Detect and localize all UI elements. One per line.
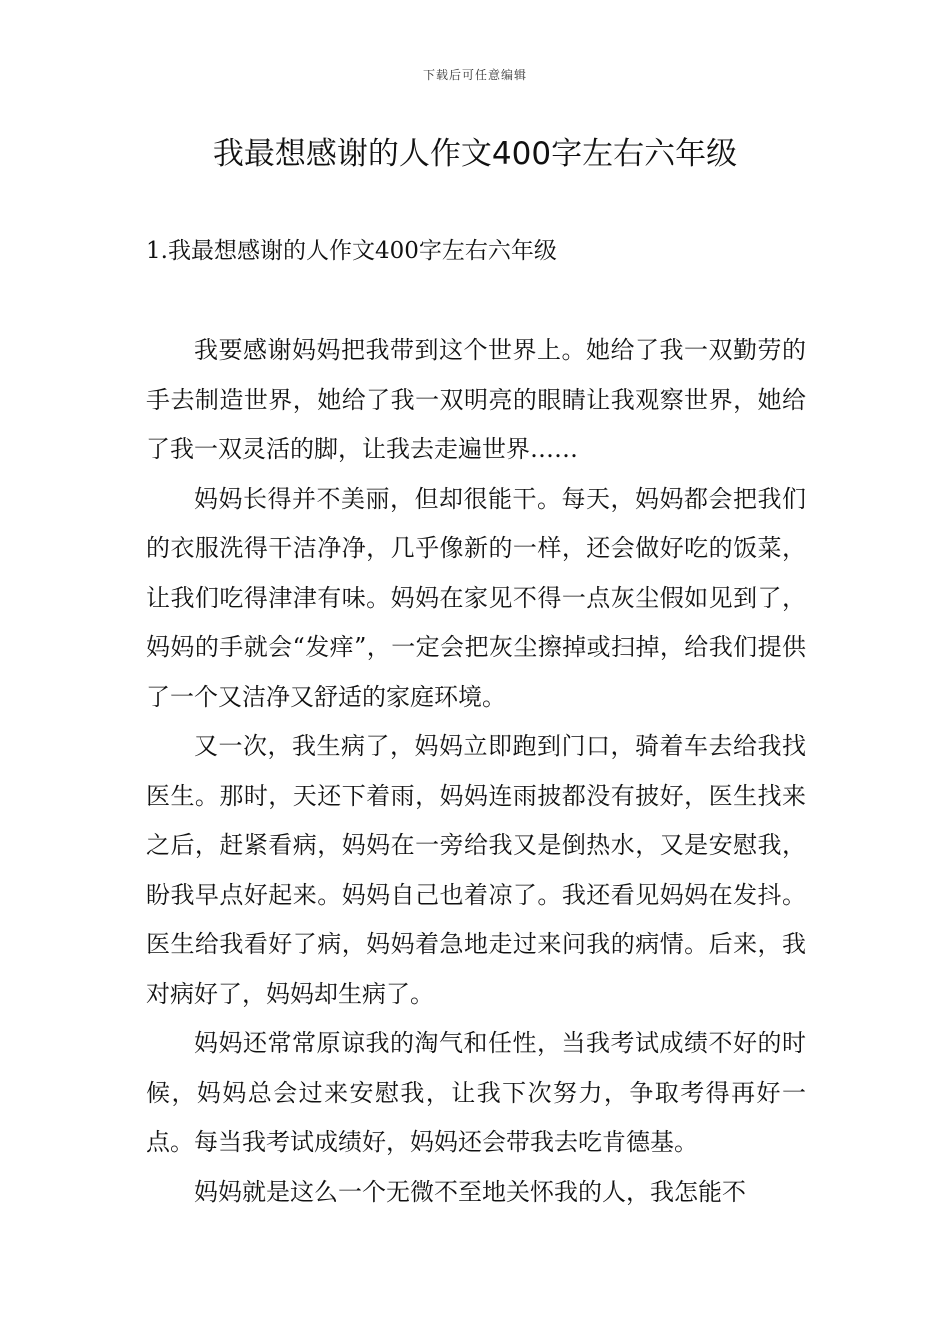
paragraph: 妈妈还常常原谅我的淘气和任性，当我考试成绩不好的时候，妈妈总会过来安慰我，让我下次努力，争取考得再好一点。每当我考试成绩好，妈妈还会带我去吃肯德基。 [146,1029,806,1156]
document-title: 我最想感谢的人作文400字左右六年级 [212,136,738,172]
section-heading: 1.我最想感谢的人作文400字左右六年级 [146,238,557,264]
paragraph: 我要感谢妈妈把我带到这个世界上。她给了我一双勤劳的手去制造世界，她给了我一双明亮的眼睛让我观察世界，她给了我一双灵活的脚，让我去走遍世界…… [146,336,806,463]
paragraph: 妈妈长得并不美丽，但却很能干。每天，妈妈都会把我们的衣服洗得干洁净净，几乎像新的一样，还会做好吃的饭菜，让我们吃得津津有味。妈妈在家见不得一点灰尘假如见到了，妈妈的手就会“发痒”，一定会把灰尘擦掉或扫掉，给我们提供了一个又洁净又舒适的家庭环境。 [146,484,806,711]
essay-body [146,326,806,1217]
header-note: 下载后可任意编辑 [422,68,527,82]
paragraph: 妈妈就是这么一个无微不至地关怀我的人，我怎能不 [194,1177,746,1206]
paragraph: 又一次，我生病了，妈妈立即跑到门口，骑着车去给我找医生。那时，天还下着雨，妈妈连雨披都没有披好，医生找来之后，赶紧看病，妈妈在一旁给我又是倒热水，又是安慰我，盼我早点好起来。妈妈自己也着凉了。我还看见妈妈在发抖。医生给我看好了病，妈妈着急地走过来问我的病情。后来，我对病好了，妈妈却生病了。 [146,732,806,1008]
